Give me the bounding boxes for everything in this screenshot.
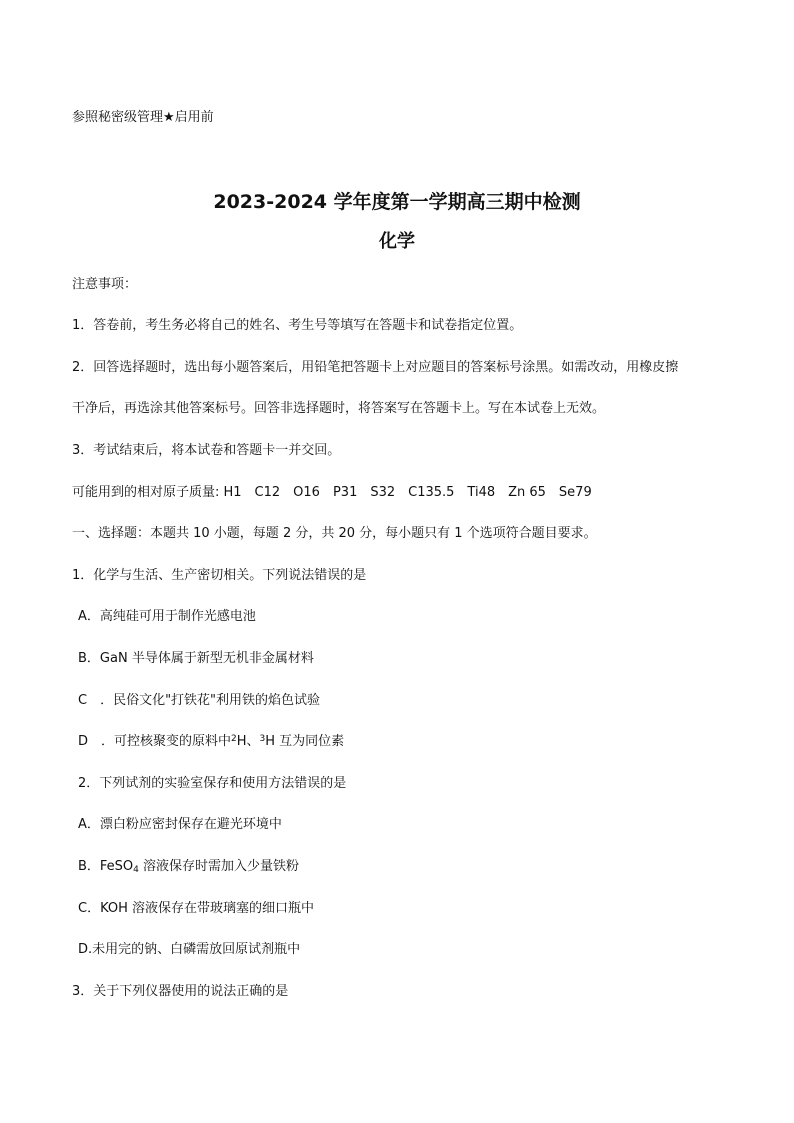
confidential-label: 参照秘密级管理★启用前 <box>72 110 214 125</box>
question-3-stem: 3．关于下列仪器使用的说法正确的是 <box>72 984 289 999</box>
notice-heading: 注意事项： <box>72 277 138 292</box>
notice-item: 2．回答选择题时，选出每小题答案后，用铅笔把答题卡上对应题目的答案标号涂黑。如需改动，用橡皮擦 <box>72 360 679 375</box>
notice-item: 1．答卷前，考生务必将自己的姓名、考生号等填写在答题卡和试卷指定位置。 <box>72 318 523 333</box>
q2-option-b-text: 溶液保存时需加入少量铁粉 <box>138 859 300 874</box>
q1-option-d-text: H 互为同位素 <box>265 734 345 749</box>
q1-option-b: B．GaN 半导体属于新型无机非金属材料 <box>78 651 314 666</box>
exam-title: 2023-2024 学年度第一学期高三期中检测 <box>213 191 581 213</box>
q1-option-a: A．高纯硅可用于制作光感电池 <box>78 609 256 624</box>
q1-option-d <box>78 733 344 751</box>
q2-option-a: A．漂白粉应密封保存在避光环境中 <box>78 817 282 832</box>
notice-item: 3．考试结束后，将本试卷和答题卡一并交回。 <box>72 443 341 458</box>
subject-title: 化学 <box>379 231 415 252</box>
q2-option-c: C．KOH 溶液保存在带玻璃塞的细口瓶中 <box>78 901 315 916</box>
notice-item: 干净后，再选涂其他答案标号。回答非选择题时，将答案写在答题卡上。写在本试卷上无效。 <box>72 401 606 416</box>
section-heading: 一、选择题：本题共 10 小题，每题 2 分，共 20 分，每小题只有 1 个选项符合题目要求。 <box>72 526 597 541</box>
isotope-mass-number: 3 <box>259 734 266 744</box>
atomic-masses: 可能用到的相对原子质量: H1 C12 O16 P31 S32 C135.5 Ti48 Zn 65 Se79 <box>72 485 592 500</box>
question-1-stem: 1．化学与生活、生产密切相关。下列说法错误的是 <box>72 568 367 583</box>
q2-option-b <box>78 858 299 876</box>
q1-option-d-text: D ．可控核聚变的原料中 <box>78 734 232 749</box>
q1-option-c: C ．民俗文化"打铁花"利用铁的焰色试验 <box>78 693 321 708</box>
question-2-stem: 2．下列试剂的实验室保存和使用方法错误的是 <box>78 776 347 791</box>
isotope-mass-number: 2 <box>231 734 237 744</box>
formula-subscript: 4 <box>133 865 139 875</box>
q2-option-d: D.未用完的钠、白磷需放回原试剂瓶中 <box>78 942 301 957</box>
q1-option-d-text: H、 <box>236 734 260 749</box>
q2-option-b-text: B．FeSO <box>78 859 134 874</box>
